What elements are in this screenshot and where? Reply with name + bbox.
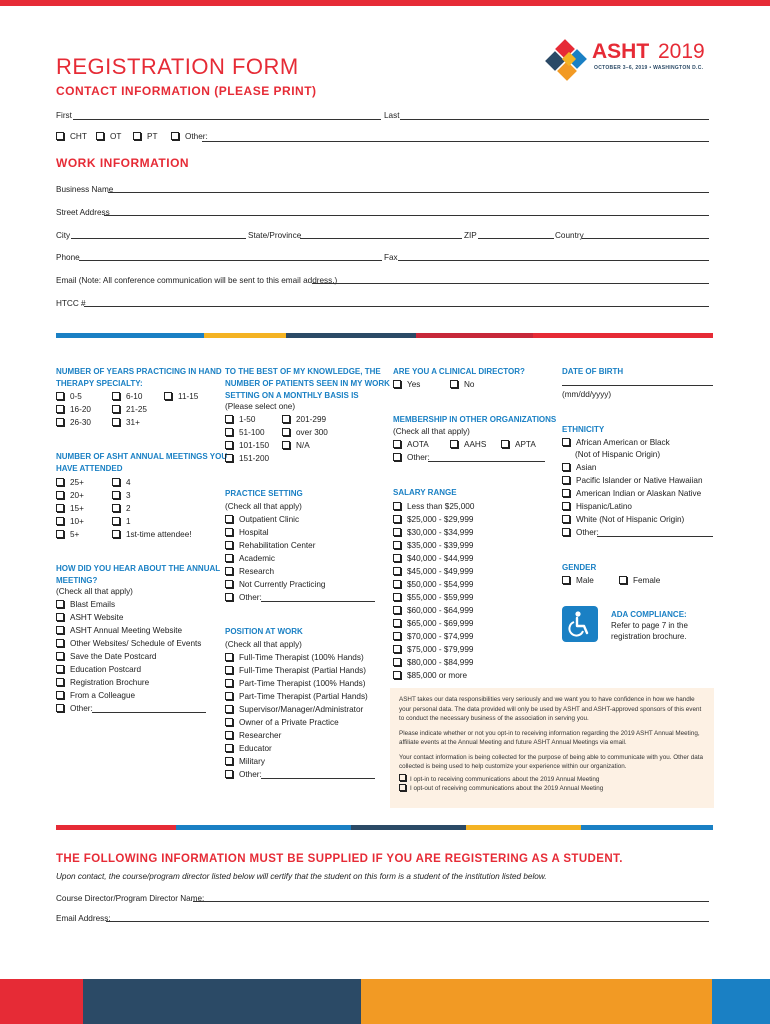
heard-sub: (Check all that apply) — [56, 587, 133, 596]
asht-logo — [544, 38, 714, 88]
first-label: First — [56, 111, 72, 120]
position-sub: (Check all that apply) — [225, 640, 302, 649]
patients-151-200[interactable]: 151-200 — [225, 453, 269, 465]
meetings-1[interactable]: 1 — [112, 516, 131, 528]
position-researcher[interactable]: Researcher — [225, 730, 281, 742]
position-pt-partial[interactable]: Part-Time Therapist (Partial Hands) — [225, 691, 368, 703]
cred-ot[interactable]: OT — [96, 131, 121, 143]
fax-label: Fax — [384, 253, 398, 262]
position-ft-100[interactable]: Full-Time Therapist (100% Hands) — [225, 652, 364, 664]
salary-option[interactable]: $65,000 - $69,999 — [393, 617, 474, 630]
contact-heading: CONTACT INFORMATION (PLEASE PRINT) — [56, 84, 317, 98]
heard-other-field[interactable] — [92, 712, 206, 713]
ethnicity-other-field[interactable] — [597, 536, 713, 537]
salary-heading: SALARY RANGE — [393, 488, 457, 497]
gender-male[interactable]: Male — [562, 575, 594, 587]
practice-research[interactable]: Research — [225, 566, 274, 578]
years-heading: NUMBER OF YEARS PRACTICING IN HAND THERAPY SPECIALTY: — [56, 367, 222, 388]
ethnicity-note: (Not of Hispanic Origin) — [575, 450, 661, 459]
position-other[interactable]: Other: — [225, 769, 262, 781]
first-field[interactable] — [73, 119, 381, 120]
meetings-first-time[interactable]: 1st-time attendee! — [112, 529, 192, 541]
privacy-p3: Your contact information is being collected for the purpose of being able to communicate with you. Other data collected is being used to help customize your experience within our organization. — [399, 753, 703, 770]
salary-option[interactable]: $85,000 or more — [393, 669, 474, 682]
phone-field[interactable] — [79, 260, 382, 261]
meetings-heading: NUMBER OF ASHT ANNUAL MEETINGS YOU HAVE ATTENDED — [56, 452, 228, 473]
director-label: Course Director/Program Director Name: — [56, 894, 205, 903]
clinical-heading: ARE YOU A CLINICAL DIRECTOR? — [393, 367, 525, 376]
salary-option[interactable]: $50,000 - $54,999 — [393, 578, 474, 591]
meetings-2[interactable]: 2 — [112, 503, 131, 515]
clinical-yes[interactable]: Yes — [393, 379, 420, 391]
heard-website[interactable]: ASHT Website — [56, 612, 123, 624]
checkbox-icon — [171, 132, 179, 140]
student-email-field[interactable] — [106, 921, 709, 922]
privacy-box — [390, 688, 714, 808]
heard-other-websites[interactable]: Other Websites/ Schedule of Events — [56, 638, 201, 650]
meetings-15[interactable]: 15+ — [56, 503, 84, 515]
work-heading: WORK INFORMATION — [56, 156, 190, 170]
city-label: City — [56, 231, 71, 240]
last-field[interactable] — [400, 119, 709, 120]
salary-option[interactable]: $55,000 - $59,999 — [393, 591, 474, 604]
student-heading: THE FOLLOWING INFORMATION MUST BE SUPPLIED IF YOU ARE REGISTERING AS A STUDENT. — [56, 853, 623, 865]
practice-not-practicing[interactable]: Not Currently Practicing — [225, 579, 325, 591]
ethnicity-american-indian[interactable]: American Indian or Alaskan Native — [562, 488, 701, 500]
position-heading: POSITION AT WORK — [225, 627, 303, 636]
position-military[interactable]: Military — [225, 756, 265, 768]
salary-options — [393, 500, 474, 682]
membership-apta[interactable]: APTA — [501, 439, 536, 451]
logo-brand: ASHT — [592, 40, 650, 63]
fax-field[interactable] — [398, 260, 709, 261]
salary-option[interactable]: $30,000 - $34,999 — [393, 526, 474, 539]
salary-option[interactable]: $40,000 - $44,999 — [393, 552, 474, 565]
patients-heading: TO THE BEST OF MY KNOWLEDGE, THE NUMBER OF PATIENTS SEEN IN MY WORK SETTING ON A MONTHLY BASIS IS — [225, 367, 390, 400]
ada-info — [611, 609, 688, 642]
privacy-p1: ASHT takes our data responsibilities very seriously and we want you to have confidence in how we handle your personal data. The data provided will only be used by ASHT and ASHT-approved sponsors of this event to conduct the necessary business of the association in serving you. — [399, 696, 702, 722]
patients-1-50[interactable]: 1-50 — [225, 414, 255, 426]
last-label: Last — [384, 111, 400, 120]
htcc-label: HTCC # — [56, 299, 86, 308]
meetings-5[interactable]: 5+ — [56, 529, 79, 541]
practice-other[interactable]: Other: — [225, 592, 262, 604]
meetings-25[interactable]: 25+ — [56, 477, 84, 489]
meetings-20[interactable]: 20+ — [56, 490, 84, 502]
salary-option[interactable]: Less than $25,000 — [393, 500, 474, 513]
ethnicity-hispanic[interactable]: Hispanic/Latino — [562, 501, 632, 513]
patients-51-100[interactable]: 51-100 — [225, 427, 265, 439]
membership-heading: MEMBERSHIP IN OTHER ORGANIZATIONS — [393, 415, 557, 424]
years-21-25[interactable]: 21-25 — [112, 404, 147, 416]
practice-sub: (Check all that apply) — [225, 502, 302, 511]
position-owner[interactable]: Owner of a Private Practice — [225, 717, 339, 729]
checkbox-icon — [133, 132, 141, 140]
cred-cht[interactable]: CHT — [56, 131, 87, 143]
clinical-no[interactable]: No — [450, 379, 474, 391]
logo-subtitle: OCTOBER 3–6, 2019 • WASHINGTON D.C. — [594, 65, 704, 71]
practice-heading: PRACTICE SETTING — [225, 489, 303, 498]
position-ft-partial[interactable]: Full-Time Therapist (Partial Hands) — [225, 665, 366, 677]
dob-format: (mm/dd/yyyy) — [562, 390, 612, 399]
practice-hospital[interactable]: Hospital — [225, 527, 269, 539]
dob-heading: DATE OF BIRTH — [562, 367, 624, 376]
membership-other-field[interactable] — [428, 461, 545, 462]
phone-label: Phone — [56, 253, 80, 262]
membership-aota[interactable]: AOTA — [393, 439, 429, 451]
checkbox-icon — [96, 132, 104, 140]
ada-line1: Refer to page 7 in the — [611, 621, 688, 630]
opt-out-option[interactable]: I opt-out of receiving communications about the 2019 Annual Meeting — [399, 784, 705, 794]
privacy-p2: Please indicate whether or not you opt-in to receiving information regarding the 2019 ASHT Annual Meeting, affiliate events at the Annual Meeting and future ASHT Annual Meetings via email. — [399, 729, 700, 746]
patients-sub: (Please select one) — [225, 402, 296, 411]
patients-na[interactable]: N/A — [282, 440, 310, 452]
state-field[interactable] — [300, 238, 462, 239]
years-11-15[interactable]: 11-15 — [164, 391, 198, 403]
zip-label: ZIP — [464, 231, 477, 240]
patients-101-150[interactable]: 101-150 — [225, 440, 269, 452]
heard-heading: HOW DID YOU HEAR ABOUT THE ANNUAL MEETING? — [56, 564, 221, 585]
logo-mark-icon — [544, 38, 594, 88]
salary-option[interactable]: $45,000 - $49,999 — [393, 565, 474, 578]
salary-option[interactable]: $35,000 - $39,999 — [393, 539, 474, 552]
membership-sub: (Check all that apply) — [393, 427, 470, 436]
logo-year: 2019 — [658, 40, 705, 63]
ethnicity-white[interactable]: White (Not of Hispanic Origin) — [562, 514, 684, 526]
ethnicity-heading: ETHNICITY — [562, 425, 605, 434]
htcc-field[interactable] — [84, 306, 709, 307]
salary-option[interactable]: $75,000 - $79,999 — [393, 643, 474, 656]
practice-other-field[interactable] — [261, 601, 375, 602]
gender-female[interactable]: Female — [619, 575, 660, 587]
street-label: Street Address — [56, 208, 110, 217]
city-field[interactable] — [71, 238, 246, 239]
ada-heading: ADA COMPLIANCE: — [611, 610, 687, 619]
heard-save-date[interactable]: Save the Date Postcard — [56, 651, 156, 663]
years-6-10[interactable]: 6-10 — [112, 391, 142, 403]
state-label: State/Province — [248, 231, 302, 240]
practice-academic[interactable]: Academic — [225, 553, 275, 565]
ada-line2: registration brochure. — [611, 632, 687, 641]
salary-option[interactable]: $80,000 - $84,999 — [393, 656, 474, 669]
checkbox-icon — [56, 132, 64, 140]
membership-aahs[interactable]: AAHS — [450, 439, 486, 451]
dob-field[interactable] — [562, 385, 713, 386]
salary-option[interactable]: $60,000 - $64,999 — [393, 604, 474, 617]
heard-meeting-website[interactable]: ASHT Annual Meeting Website — [56, 625, 182, 637]
business-label: Business Name — [56, 185, 114, 194]
years-26-30[interactable]: 26-30 — [56, 417, 91, 429]
salary-option[interactable]: $25,000 - $29,999 — [393, 513, 474, 526]
position-other-field[interactable] — [261, 778, 375, 779]
patients-201-299[interactable]: 201-299 — [282, 414, 326, 426]
email-field[interactable] — [312, 283, 709, 284]
heard-brochure[interactable]: Registration Brochure — [56, 677, 149, 689]
years-31[interactable]: 31+ — [112, 417, 140, 429]
checkbox-icon — [399, 774, 406, 781]
heard-blast[interactable]: Blast Emails — [56, 599, 115, 611]
zip-field[interactable] — [478, 238, 554, 239]
cred-pt[interactable]: PT — [133, 131, 157, 143]
opt-in-option[interactable]: I opt-in to receiving communications about the 2019 Annual Meeting — [399, 775, 705, 785]
ethnicity-african-american[interactable]: African American or Black — [562, 437, 670, 449]
years-0-5[interactable]: 0-5 — [56, 391, 82, 403]
years-16-20[interactable]: 16-20 — [56, 404, 91, 416]
ethnicity-asian[interactable]: Asian — [562, 462, 596, 474]
checkbox-icon — [399, 784, 406, 791]
position-supervisor[interactable]: Supervisor/Manager/Administrator — [225, 704, 363, 716]
country-field[interactable] — [582, 238, 709, 239]
gender-heading: GENDER — [562, 563, 597, 572]
practice-rehab[interactable]: Rehabilitation Center — [225, 540, 315, 552]
meetings-3[interactable]: 3 — [112, 490, 131, 502]
cred-other-field[interactable] — [202, 141, 709, 142]
salary-option[interactable]: $70,000 - $74,999 — [393, 630, 474, 643]
position-pt-100[interactable]: Part-Time Therapist (100% Hands) — [225, 678, 366, 690]
director-field[interactable] — [193, 901, 709, 902]
top-red-bar — [0, 0, 770, 6]
student-note: Upon contact, the course/program director listed below will certify that the student on this form is a student of the institution listed below. — [56, 872, 547, 881]
heard-education[interactable]: Education Postcard — [56, 664, 141, 676]
wheelchair-icon — [562, 606, 598, 642]
ethnicity-pacific[interactable]: Pacific Islander or Native Hawaiian — [562, 475, 703, 487]
ethnicity-other[interactable]: Other: — [562, 527, 599, 539]
country-label: Country — [555, 231, 584, 240]
heard-other[interactable]: Other: — [56, 703, 93, 715]
cred-other[interactable]: Other: — [171, 131, 208, 143]
patients-over-300[interactable]: over 300 — [282, 427, 328, 439]
practice-outpatient[interactable]: Outpatient Clinic — [225, 514, 299, 526]
membership-other[interactable]: Other: — [393, 452, 430, 464]
page-title: REGISTRATION FORM — [56, 54, 299, 79]
street-field[interactable] — [104, 215, 709, 216]
heard-colleague[interactable]: From a Colleague — [56, 690, 135, 702]
student-email-label: Email Address: — [56, 914, 111, 923]
meetings-4[interactable]: 4 — [112, 477, 131, 489]
business-field[interactable] — [108, 192, 709, 193]
email-label: Email (Note: All conference communication will be sent to this email address.) — [56, 276, 338, 285]
position-educator[interactable]: Educator — [225, 743, 272, 755]
meetings-10[interactable]: 10+ — [56, 516, 84, 528]
